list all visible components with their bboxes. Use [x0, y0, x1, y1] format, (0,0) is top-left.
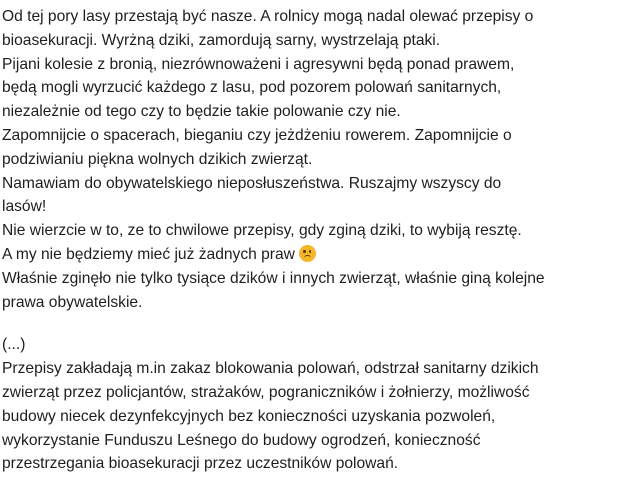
text-line: prawa obywatelskie.: [2, 293, 143, 311]
text-line: zwierząt przez policjantów, strażaków, pograniczników i żołnierzy, możliwość: [2, 383, 530, 401]
text-line: Namawiam do obywatelskiego nieposłuszeństwa. Ruszajmy wszyscy do: [2, 174, 502, 192]
ellipsis-text: (...): [2, 336, 26, 354]
paragraph-gap: [2, 314, 622, 333]
text-line: Od tej pory lasy przestają być nasze. A rolnicy mogą nadal olewać przepisy o: [2, 8, 534, 25]
text-line: A my nie będziemy mieć już żadnych praw: [2, 245, 295, 263]
text-line-with-emoji: [2, 243, 622, 267]
text-line: przestrzegania bioasekuracji przez uczestników polowań.: [2, 455, 399, 473]
text-line: lasów!: [2, 198, 47, 216]
text-line: Przepisy zakładają m.in zakaz blokowania polowań, odstrzał sanitarny dzikich: [2, 360, 539, 378]
post-ellipsis: [2, 333, 622, 357]
frowning-face-icon: [299, 245, 316, 262]
post-text: [2, 5, 622, 476]
text-line: wykorzystanie Funduszu Leśnego do budowy ogrodzeń, konieczność: [2, 431, 481, 449]
text-line: niezależnie od tego czy to będzie takie polowanie czy nie.: [2, 103, 401, 121]
text-line: budowy niecek dezynfekcyjnych bez konieczności uzyskania pozwoleń,: [2, 407, 496, 425]
text-line: Właśnie zginęło nie tylko tysiące dzików i innych zwierząt, właśnie giną kolejne: [2, 269, 545, 287]
text-line: Zapomnijcie o spacerach, bieganiu czy jeżdżeniu rowerem. Zapomnijcie o: [2, 126, 512, 144]
text-line: Pijani kolesie z bronią, niezrównoważeni i agresywni będą ponad prawem,: [2, 55, 515, 73]
text-line: będą mogli wyrzucić każdego z lasu, pod pozorem polowań sanitarnych,: [2, 79, 502, 97]
post-paragraph-regulations: [2, 357, 622, 476]
text-line: podziwianiu piękna wolnych dzikich zwierząt.: [2, 150, 313, 168]
text-line: bioasekuracji. Wyrżną dziki, zamordują sarny, wystrzelają ptaki.: [2, 31, 441, 49]
text-line: Nie wierzcie w to, ze to chwilowe przepisy, gdy zginą dziki, to wybiją resztę.: [2, 222, 522, 240]
post-paragraph-main: [2, 5, 622, 314]
